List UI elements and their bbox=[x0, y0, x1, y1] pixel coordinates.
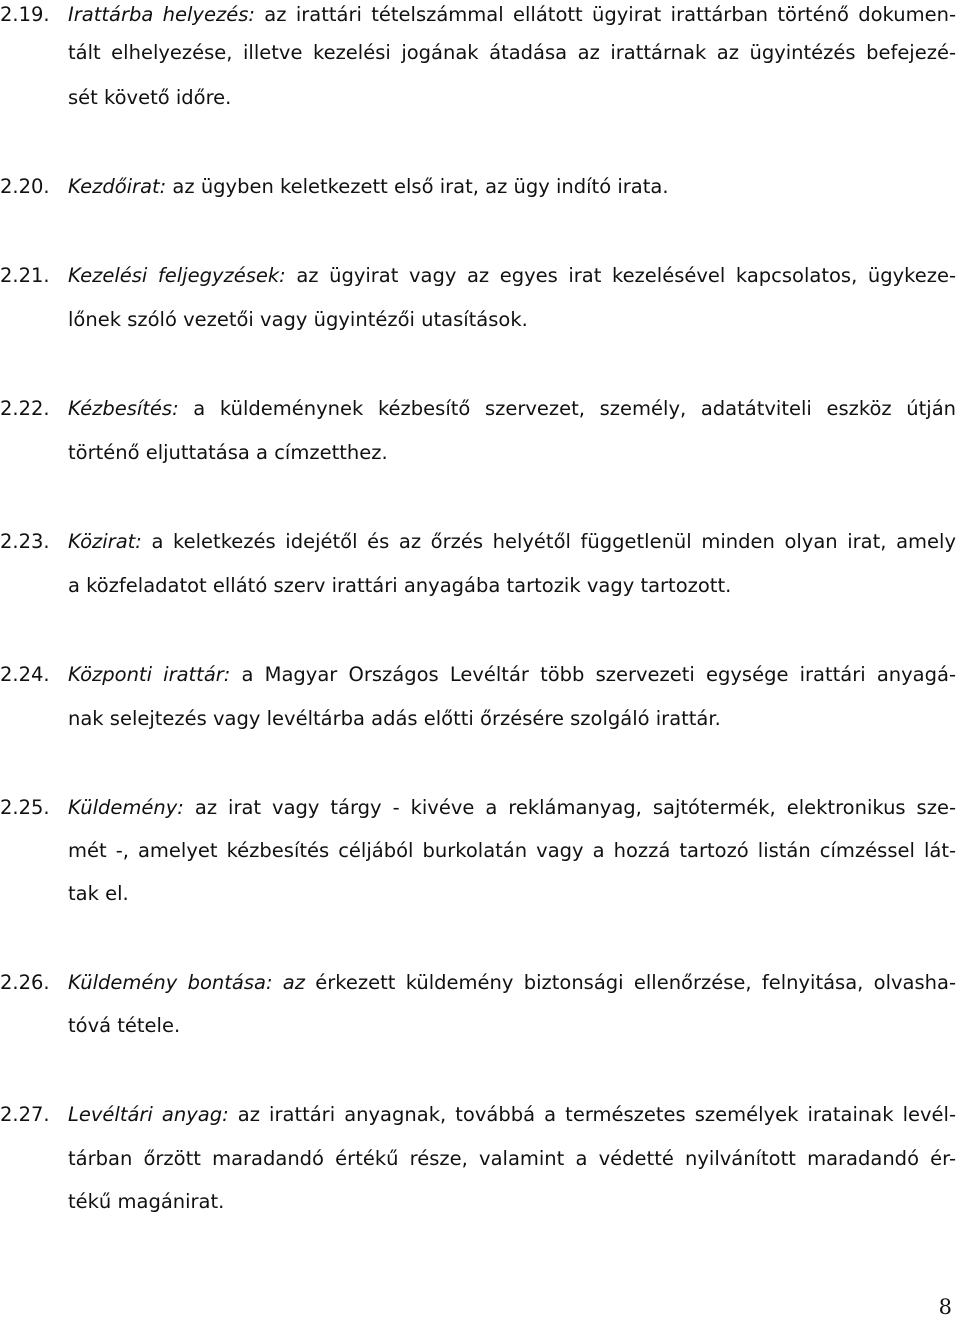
entry-line: tak el. bbox=[68, 882, 129, 905]
entry-number: 2.23. bbox=[0, 530, 50, 553]
defined-term: Irattárba helyezés: bbox=[68, 5, 255, 26]
page-number: 8 bbox=[938, 1295, 952, 1319]
entry-line bbox=[68, 266, 956, 290]
definition-text: érkezett küldemény biztonsági ellenőrzése, felnyitása, olvasha- bbox=[305, 973, 956, 994]
definition-text: az ügyirat vagy az egyes irat kezelésével kapcsolatos, ügykeze- bbox=[285, 266, 956, 287]
entry-line: tóvá tétele. bbox=[68, 1014, 181, 1037]
entry-line: tárban őrzött maradandó értékű része, valamint a védetté nyilvánított maradandó ér- bbox=[68, 1149, 956, 1170]
entry-number: 2.19. bbox=[0, 3, 50, 26]
defined-term: Kezelési feljegyzések: bbox=[68, 266, 286, 287]
defined-term: Kezdőirat: bbox=[68, 175, 167, 198]
entry-line: történő eljuttatása a címzetthez. bbox=[68, 441, 388, 464]
entry-number: 2.24. bbox=[0, 663, 50, 686]
entry-line: sét követő időre. bbox=[68, 86, 232, 109]
definition-text: az irattári tételszámmal ellátott ügyirat irattárban történő dokumen- bbox=[254, 5, 956, 26]
defined-term: Levéltári anyag: bbox=[68, 1105, 229, 1126]
entry-line bbox=[68, 973, 956, 997]
definition-text: az irat vagy tárgy - kivéve a reklámanyag, sajtótermék, elektronikus sze- bbox=[183, 798, 956, 819]
entry-line: mét -, amelyet kézbesítés céljából burkolatán vagy a hozzá tartozó listán címzéssel lát- bbox=[68, 841, 956, 862]
entry-line: tékű magánirat. bbox=[68, 1190, 225, 1213]
entry-line: nak selejtezés vagy levéltárba adás előtti őrzésére szolgáló irattár. bbox=[68, 707, 721, 730]
definition-text: a Magyar Országos Levéltár több szervezeti egysége irattári anyagá- bbox=[230, 665, 956, 686]
entry-line bbox=[68, 1105, 956, 1129]
entry-line: a közfeladatot ellátó szerv irattári anyagába tartozik vagy tartozott. bbox=[68, 574, 732, 597]
entry-line: tált elhelyezése, illetve kezelési jogának átadása az irattárnak az ügyintézés befejezé- bbox=[68, 43, 956, 64]
definition-text: az irattári anyagnak, továbbá a természetes személyek iratainak levél- bbox=[228, 1105, 956, 1126]
entry-line bbox=[68, 399, 956, 423]
entry-number: 2.20. bbox=[0, 175, 50, 198]
definition-text: a keletkezés idejétől és az őrzés helyétől függetlenül minden olyan irat, amely bbox=[141, 532, 956, 553]
entry-line bbox=[68, 5, 956, 29]
defined-term: Küldemény: bbox=[68, 798, 184, 819]
entry-line bbox=[68, 177, 669, 201]
defined-term: Központi irattár: bbox=[68, 665, 231, 686]
defined-term: Közirat: bbox=[68, 532, 142, 553]
entry-number: 2.25. bbox=[0, 796, 50, 819]
entry-number: 2.21. bbox=[0, 264, 50, 287]
entry-number: 2.27. bbox=[0, 1103, 50, 1126]
defined-term: Kézbesítés: bbox=[68, 399, 179, 420]
entry-line bbox=[68, 665, 956, 689]
definition-text: a küldeménynek kézbesítő szervezet, személy, adatátviteli eszköz útján bbox=[178, 399, 956, 420]
entry-number: 2.22. bbox=[0, 397, 50, 420]
entry-line bbox=[68, 532, 956, 556]
entry-number: 2.26. bbox=[0, 971, 50, 994]
entry-line bbox=[68, 798, 956, 822]
definition-text: az ügyben keletkezett első irat, az ügy indító irata. bbox=[166, 175, 669, 198]
defined-term: Küldemény bontása: az bbox=[68, 973, 305, 994]
entry-line: lőnek szóló vezetői vagy ügyintézői utasítások. bbox=[68, 308, 528, 331]
